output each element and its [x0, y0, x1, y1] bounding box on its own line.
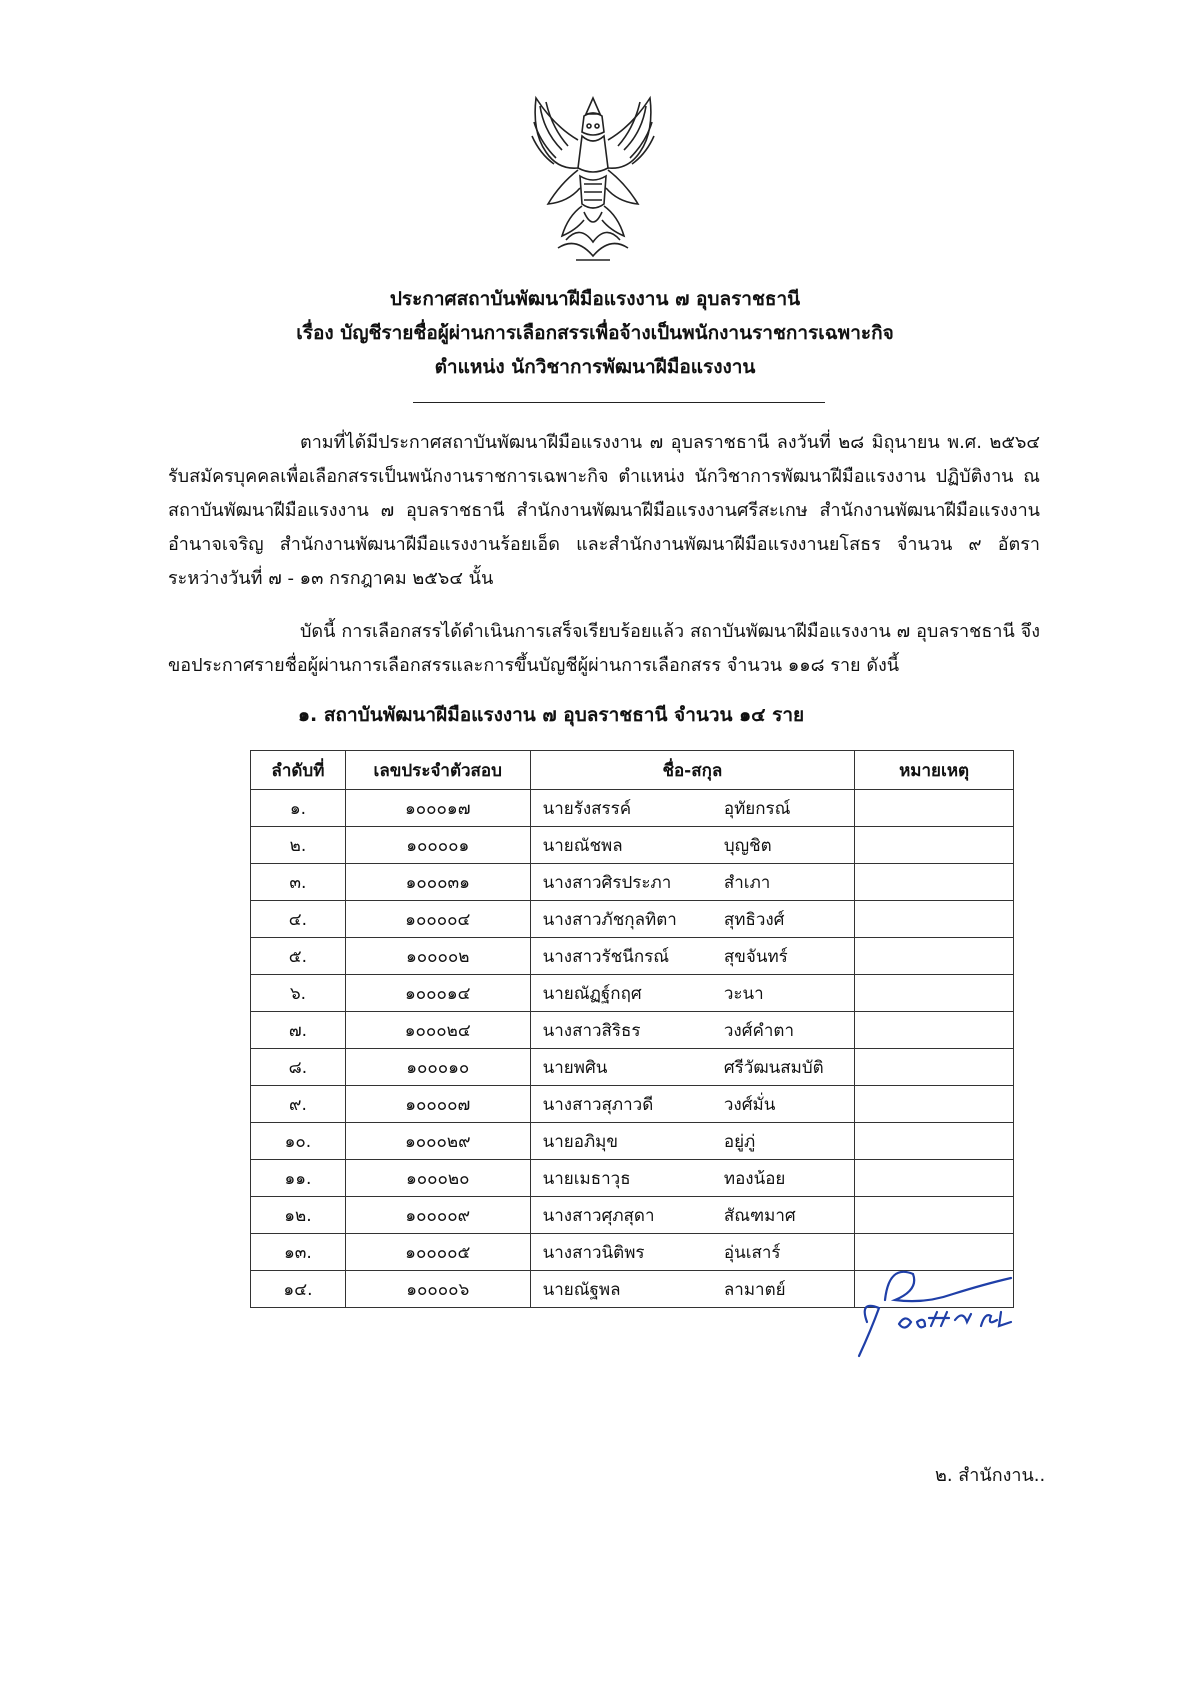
cell-first-name: นางสาวภัชกุลทิตา	[530, 901, 720, 938]
cell-exam-id: ๑๐๐๐๐๕	[345, 1234, 530, 1271]
cell-first-name: นายเมธาวุธ	[530, 1160, 720, 1197]
cell-remark	[855, 1160, 1014, 1197]
cell-surname: สุขจันทร์	[720, 938, 855, 975]
cell-remark	[855, 1049, 1014, 1086]
table-row	[251, 1123, 1014, 1160]
cell-first-name: นายณัฐพล	[530, 1271, 720, 1308]
cell-surname: สำเภา	[720, 864, 855, 901]
cell-surname: ศรีวัฒนสมบัติ	[720, 1049, 855, 1086]
cell-remark	[855, 938, 1014, 975]
cell-surname: อยู่ภู่	[720, 1123, 855, 1160]
table-row	[251, 975, 1014, 1012]
cell-first-name: นางสาวสุภาวดี	[530, 1086, 720, 1123]
announcement-subject: เรื่อง บัญชีรายชื่อผู้ผ่านการเลือกสรรเพื่อจ้างเป็นพนักงานราชการเฉพาะกิจ	[296, 322, 894, 344]
cell-remark	[855, 1197, 1014, 1234]
title-divider	[413, 402, 825, 403]
cell-order: ๑๔.	[251, 1271, 346, 1308]
cell-surname: บุญชิต	[720, 827, 855, 864]
cell-surname: วะนา	[720, 975, 855, 1012]
cell-first-name: นางสาวรัชนีกรณ์	[530, 938, 720, 975]
cell-order: ๗.	[251, 1012, 346, 1049]
cell-first-name: นางสาวศิรประภา	[530, 864, 720, 901]
cell-exam-id: ๑๐๐๐๓๑	[345, 864, 530, 901]
cell-first-name: นายรังสรรค์	[530, 790, 720, 827]
col-header-name: ชื่อ-สกุล	[530, 751, 855, 790]
continuation-note: ๒. สำนักงาน..	[935, 1465, 1046, 1486]
cell-remark	[855, 827, 1014, 864]
paragraph-background: ตามที่ได้มีประกาศสถาบันพัฒนาฝีมือแรงงาน ๗ อุบลราชธานี ลงวันที่ ๒๘ มิถุนายน พ.ศ. ๒๕๖๔ รับสมัครบุคคลเพื่อเลือกสรรเป็นพนักงานราชการเฉพาะกิจ ตำแหน่ง นักวิชาการพัฒนาฝีมือแรงงาน ปฏิบัติงาน ณ สถาบันพัฒนาฝีมือแรงงาน ๗ อุบลราชธานี สำนักงานพัฒนาฝีมือแรงงานศรีสะเกษ สำนักงานพัฒนาฝีมือแรงงานอำนาจเจริญ สำนักงานพัฒนาฝีมือแรงงานร้อยเอ็ด และสำนักงานพัฒนาฝีมือแรงงานยโสธร จำนวน ๙ อัตรา ระหว่างวันที่ ๗ - ๑๓ กรกฎาคม ๒๕๖๔ นั้น	[168, 432, 1040, 589]
cell-first-name: นายพศิน	[530, 1049, 720, 1086]
announcement-position: ตำแหน่ง นักวิชาการพัฒนาฝีมือแรงงาน	[434, 356, 756, 378]
cell-exam-id: ๑๐๐๐๐๗	[345, 1086, 530, 1123]
cell-remark	[855, 1123, 1014, 1160]
cell-order: ๘.	[251, 1049, 346, 1086]
table-row	[251, 1160, 1014, 1197]
candidate-table	[250, 750, 1014, 1308]
col-header-exam-id: เลขประจำตัวสอบ	[345, 751, 530, 790]
table-row	[251, 827, 1014, 864]
cell-remark	[855, 975, 1014, 1012]
cell-first-name: นายอภิมุข	[530, 1123, 720, 1160]
cell-remark	[855, 1086, 1014, 1123]
cell-first-name: นายณัชพล	[530, 827, 720, 864]
handwritten-signature	[855, 1260, 1015, 1365]
cell-first-name: นายณัฏฐ์กฤศ	[530, 975, 720, 1012]
table-header-row	[251, 751, 1014, 790]
table-row	[251, 790, 1014, 827]
cell-exam-id: ๑๐๐๐๒๙	[345, 1123, 530, 1160]
table-row	[251, 901, 1014, 938]
cell-exam-id: ๑๐๐๐๐๔	[345, 901, 530, 938]
cell-exam-id: ๑๐๐๐๒๐	[345, 1160, 530, 1197]
section-heading: ๑. สถาบันพัฒนาฝีมือแรงงาน ๗ อุบลราชธานี จำนวน ๑๔ ราย	[298, 704, 805, 726]
table-row	[251, 1086, 1014, 1123]
garuda-emblem	[518, 92, 668, 267]
cell-exam-id: ๑๐๐๐๑๐	[345, 1049, 530, 1086]
cell-order: ๒.	[251, 827, 346, 864]
cell-order: ๑๐.	[251, 1123, 346, 1160]
cell-exam-id: ๑๐๐๐๐๒	[345, 938, 530, 975]
table-row	[251, 938, 1014, 975]
table-row	[251, 864, 1014, 901]
table-row	[251, 1049, 1014, 1086]
announcement-title: ประกาศสถาบันพัฒนาฝีมือแรงงาน ๗ อุบลราชธานี	[389, 288, 801, 310]
cell-order: ๕.	[251, 938, 346, 975]
cell-order: ๑๒.	[251, 1197, 346, 1234]
cell-order: ๑๑.	[251, 1160, 346, 1197]
table-row	[251, 1197, 1014, 1234]
cell-first-name: นางสาวสิริธร	[530, 1012, 720, 1049]
cell-exam-id: ๑๐๐๐๑๔	[345, 975, 530, 1012]
cell-exam-id: ๑๐๐๐๐๙	[345, 1197, 530, 1234]
cell-remark	[855, 790, 1014, 827]
cell-remark	[855, 864, 1014, 901]
cell-first-name: นางสาวศุภสุดา	[530, 1197, 720, 1234]
cell-surname: ลามาตย์	[720, 1271, 855, 1308]
cell-surname: สัณฑมาศ	[720, 1197, 855, 1234]
cell-surname: อุ่นเสาร์	[720, 1234, 855, 1271]
cell-remark	[855, 1012, 1014, 1049]
cell-exam-id: ๑๐๐๐๐๖	[345, 1271, 530, 1308]
cell-surname: วงศ์คำตา	[720, 1012, 855, 1049]
cell-surname: ทองน้อย	[720, 1160, 855, 1197]
paragraph-announcement: บัดนี้ การเลือกสรรได้ดำเนินการเสร็จเรียบร้อยแล้ว สถาบันพัฒนาฝีมือแรงงาน ๗ อุบลราชธานี จึงขอประกาศรายชื่อผู้ผ่านการเลือกสรรและการขึ้นบัญชีผู้ผ่านการเลือกสรร จำนวน ๑๑๘ ราย ดังนี้	[168, 621, 1040, 676]
cell-exam-id: ๑๐๐๐๒๔	[345, 1012, 530, 1049]
cell-order: ๑.	[251, 790, 346, 827]
cell-exam-id: ๑๐๐๐๐๑	[345, 827, 530, 864]
cell-order: ๖.	[251, 975, 346, 1012]
cell-order: ๔.	[251, 901, 346, 938]
cell-surname: อุทัยกรณ์	[720, 790, 855, 827]
col-header-order: ลำดับที่	[251, 751, 346, 790]
cell-remark	[855, 901, 1014, 938]
cell-surname: วงศ์มั่น	[720, 1086, 855, 1123]
cell-order: ๓.	[251, 864, 346, 901]
cell-order: ๙.	[251, 1086, 346, 1123]
col-header-remark: หมายเหตุ	[855, 751, 1014, 790]
cell-order: ๑๓.	[251, 1234, 346, 1271]
cell-exam-id: ๑๐๐๐๑๗	[345, 790, 530, 827]
cell-surname: สุทธิวงศ์	[720, 901, 855, 938]
table-row	[251, 1012, 1014, 1049]
cell-first-name: นางสาวนิติพร	[530, 1234, 720, 1271]
